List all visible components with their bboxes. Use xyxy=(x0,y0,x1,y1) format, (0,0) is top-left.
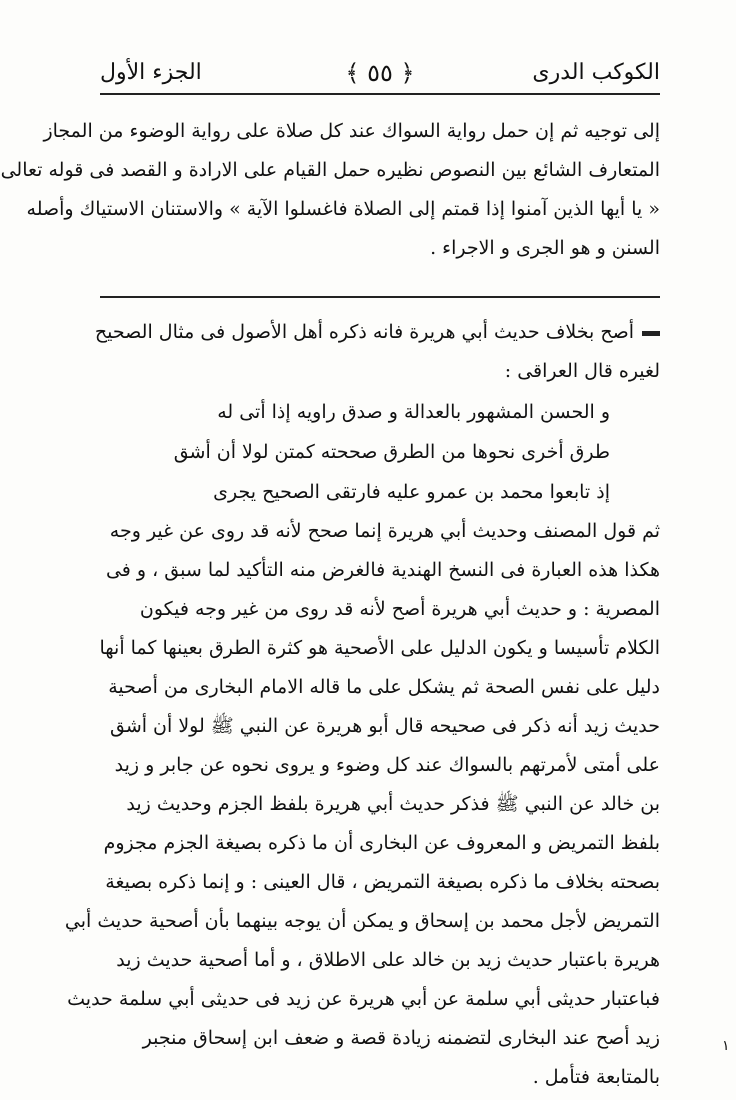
text-line: هريرة باعتبار حديث زيد بن خالد على الاطلاق ، و أما أصحية حديث زيد xyxy=(116,949,660,971)
text-line: الكلام تأسيسا و يكون الدليل على الأصحية هو كثرة الطرق بعينها كما أنها xyxy=(99,637,660,659)
text-line: ثم قول المصنف وحديث أبي هريرة إنما صحح لأنه قد روى عن غير وجه xyxy=(109,520,660,542)
text-line: هكذا هذه العبارة فى النسخ الهندية فالغرض منه التأكيد لما سبق ، و فى xyxy=(105,559,660,581)
text-line: حديث زيد أنه ذكر فى صحيحه قال أبو هريرة عن النبي ﷺ لولا أن أشق xyxy=(109,715,660,737)
text-line: دليل على نفس الصحة ثم يشكل على ما قاله الامام البخارى من أصحية xyxy=(108,676,660,698)
text-line: بن خالد عن النبي ﷺ فذكر حديث أبي هريرة بلفظ الجزم وحديث زيد xyxy=(126,793,660,815)
text-line: بصحته بخلاف ما ذكره بصيغة التمريض ، قال العينى : و إنما ذكره بصيغة xyxy=(105,871,660,893)
verse-line: طرق أخرى نحوها من الطرق صححته كمتن لولا أن أشق xyxy=(173,441,610,463)
text-line: بالمتابعة فتأمل . xyxy=(532,1066,660,1088)
text-line: بلفظ التمريض و المعروف عن البخارى أن ما ذكره بصيغة الجزم مجزوم xyxy=(103,832,660,854)
running-header xyxy=(100,55,660,91)
header-rule xyxy=(100,93,660,95)
verse-line: و الحسن المشهور بالعدالة و صدق راويه إذا أتى له xyxy=(217,401,610,423)
text-line: السنن و هو الجرى و الاجراء . xyxy=(430,237,660,259)
part-label: الجزء الأول xyxy=(100,60,202,85)
text-line: « يا أيها الذين آمنوا إذا قمتم إلى الصلاة فاغسلوا الآية » والاستنان الاستياك وأصله xyxy=(26,198,660,220)
text-line xyxy=(94,313,660,352)
text-line: فباعتبار حديثى أبي سلمة عن أبي هريرة عن زيد فى حديثى أبي سلمة حديث xyxy=(67,988,660,1010)
footnote-line: أصح بخلاف حديث أبي هريرة فانه ذكره أهل الأصول فى مثال الصحيح xyxy=(94,321,634,343)
text-line: زيد أصح عند البخارى لتضمنه زيادة قصة و ضعف ابن إسحاق منجبر xyxy=(142,1027,660,1049)
text-line: التمريض لأجل محمد بن إسحاق و يمكن أن يوجه بينهما بأن أصحية حديث أبي xyxy=(64,910,660,932)
margin-mark: ١ xyxy=(722,1038,730,1054)
page-number: ﴿ ٥٥ ﴾ xyxy=(345,59,415,87)
poem-verses xyxy=(150,392,610,512)
text-line: لغيره قال العراقى : xyxy=(504,360,660,382)
text-line: إلى توجيه ثم إن حمل رواية السواك عند كل صلاة على رواية الوضوء من المجاز xyxy=(43,120,660,142)
footnote-body xyxy=(64,512,660,1097)
text-line: المصرية : و حديث أبي هريرة أصح لأنه قد روى من غير وجه فيكون xyxy=(139,598,660,620)
text-line: على أمتى لأمرتهم بالسواك عند كل وضوء و يروى نحوه عن جابر و زيد xyxy=(114,754,660,776)
book-title: الكوكب الدرى xyxy=(532,60,660,85)
footnote-intro xyxy=(94,313,660,391)
main-text xyxy=(0,112,660,268)
verse-line: إذ تابعوا محمد بن عمرو عليه فارتقى الصحيح يجرى xyxy=(213,481,610,503)
footnote-rule xyxy=(100,296,660,298)
text-line: المتعارف الشائع بين النصوص نظيره حمل القيام على الارادة و القصد فى قوله تعالى xyxy=(0,159,660,181)
footnote-marker-icon xyxy=(642,331,660,336)
